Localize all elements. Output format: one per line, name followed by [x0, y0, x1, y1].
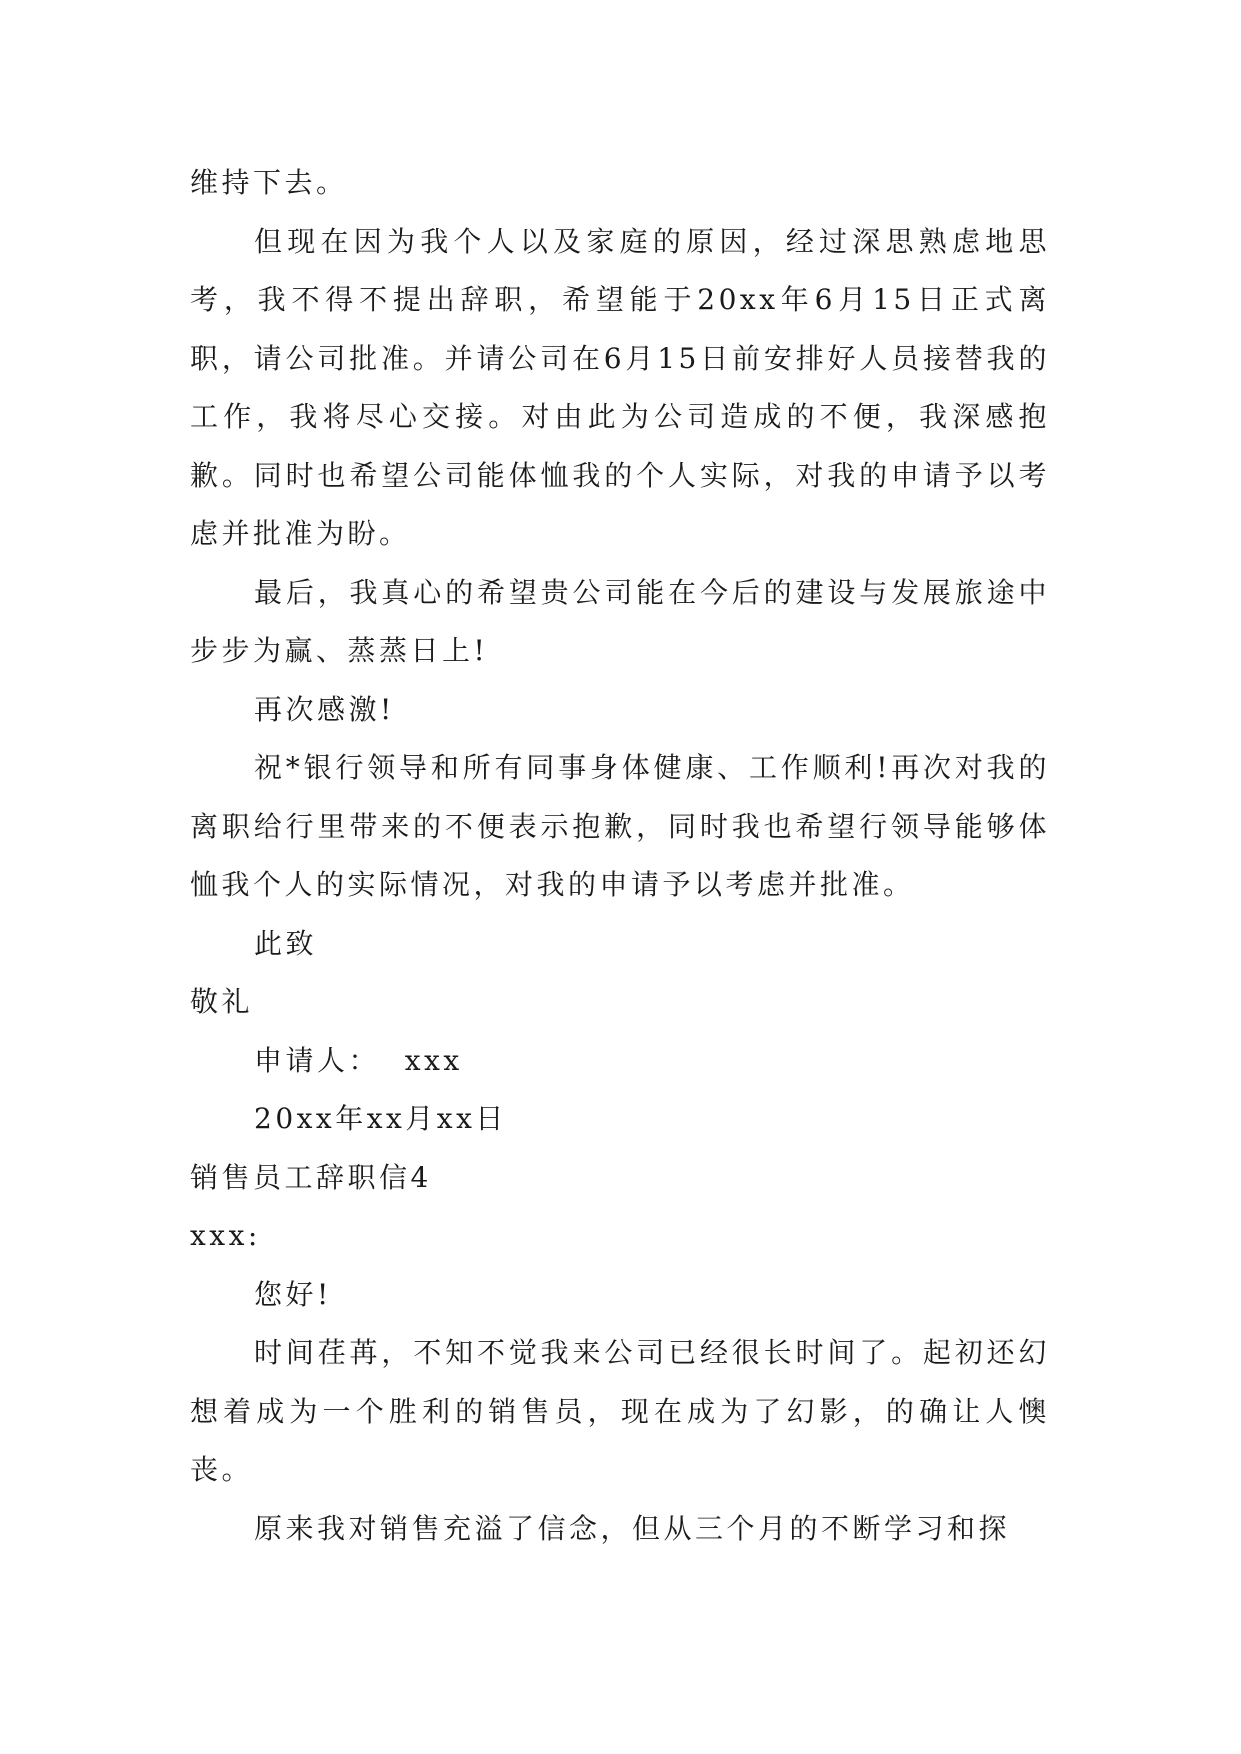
letter-recipient: xxx:: [190, 1219, 261, 1252]
paragraph-sales-belief: 原来我对销售充溢了信念，但从三个月的不断学习和探: [254, 1511, 1011, 1545]
document-body: [190, 154, 1050, 1558]
paragraph-time-passed: 时间荏苒，不知不觉我来公司已经很长时间了。起初还幻想着成为一个胜利的销售员，现在成为了幻影，的确让人懊丧。: [190, 1336, 1050, 1486]
paragraph-thanks: 再次感激!: [254, 692, 395, 726]
letter-date: 20xx年xx月xx日: [254, 1102, 507, 1135]
applicant-signature: 申请人： xxx: [254, 1043, 463, 1077]
paragraph-resignation-reason: 但现在因为我个人以及家庭的原因，经过深思熟虑地思考，我不得不提出辞职，希望能于20xx年6月15日正式离职，请公司批准。并请公司在6月15日前安排好人员接替我的工作，我将尽心交接。对由此为公司造成的不便，我深感抱歉。同时也希望公司能体恤我的个人实际，对我的申请予以考虑并批准为盼。: [190, 224, 1050, 550]
closing-regards: 敬礼: [190, 985, 254, 1018]
section-heading: 销售员工辞职信4: [190, 1160, 432, 1194]
paragraph-continuation: 维持下去。: [190, 166, 348, 199]
letter-greeting: 您好!: [254, 1277, 332, 1311]
paragraph-best-wishes: 最后，我真心的希望贵公司能在今后的建设与发展旅途中步步为赢、蒸蒸日上!: [190, 575, 1050, 667]
closing-salutation: 此致: [254, 926, 318, 960]
paragraph-blessing: 祝*银行领导和所有同事身体健康、工作顺利!再次对我的离职给行里带来的不便表示抱歉，同时我也希望行领导能够体恤我个人的实际情况，对我的申请予以考虑并批准。: [190, 751, 1050, 901]
